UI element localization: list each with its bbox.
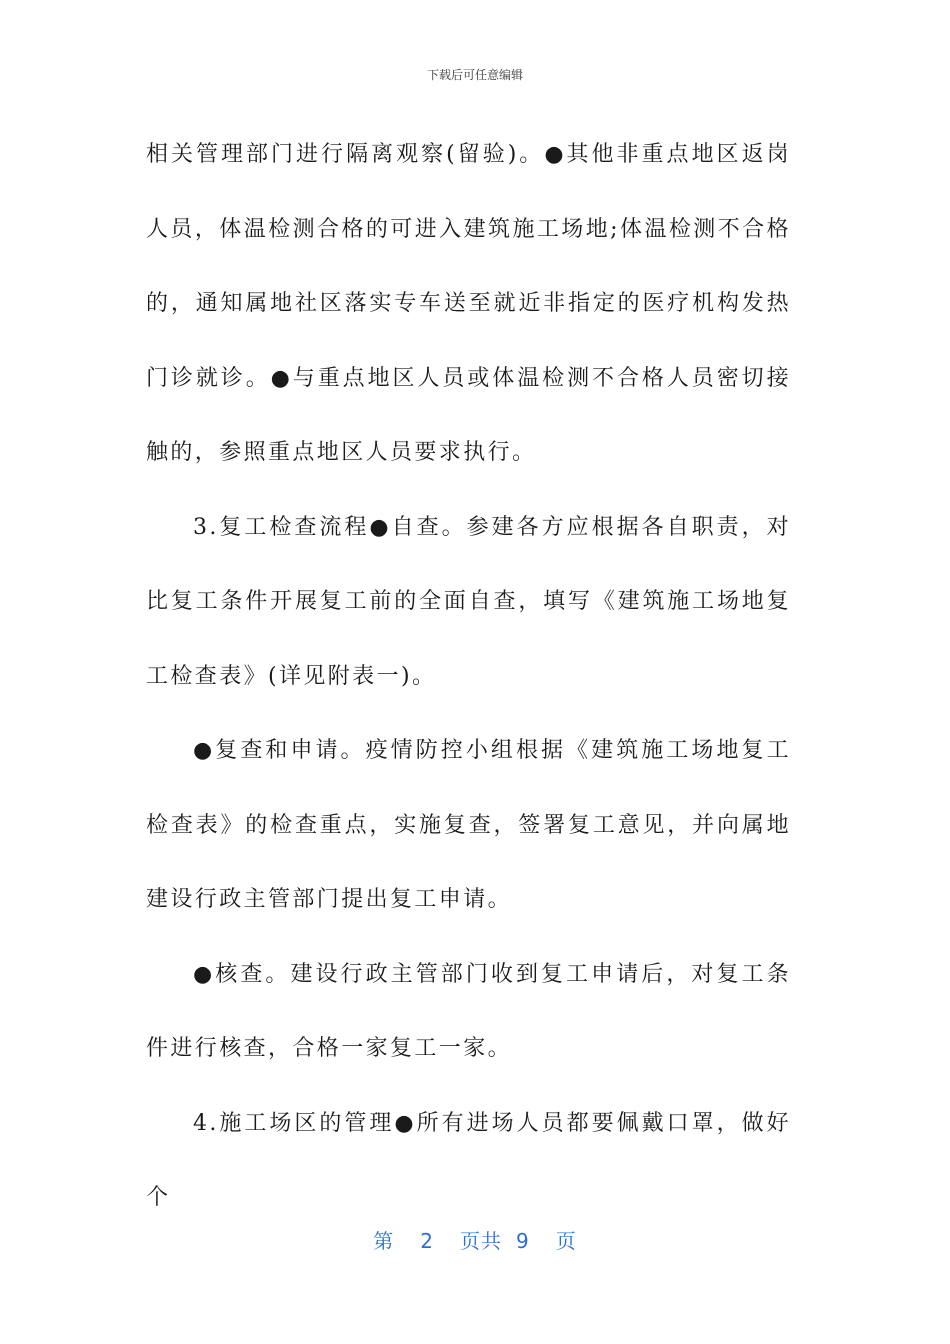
page-label-middle: 页共 — [460, 1229, 502, 1253]
body-paragraph: 4.施工场区的管理●所有进场人员都要佩戴口罩，做好个 — [146, 1110, 791, 1210]
body-paragraph: 相关管理部门进行隔离观察(留验)。●其他非重点地区返岗人员，体温检测合格的可进入建筑施工场地;体温检测不合格的，通知属地社区落实专车送至就近非指定的医疗机构发热门诊就诊。●与重点地区人员或体温检测不合格人员密切接触的，参照重点地区人员要求执行。 — [146, 142, 791, 465]
total-pages-number: 9 — [516, 1229, 530, 1253]
current-page-number: 2 — [420, 1229, 434, 1253]
body-paragraph: ●复查和申请。疫情防控小组根据《建筑施工场地复工检查表》的检查重点，实施复查，签署复工意见，并向属地建设行政主管部门提出复工申请。 — [146, 738, 791, 912]
page-label-prefix: 第 — [373, 1229, 395, 1253]
document-body — [146, 118, 791, 1236]
page-label-suffix: 页 — [555, 1229, 577, 1253]
page-header: 下载后可任意编辑 — [426, 68, 523, 82]
page-footer — [0, 1225, 950, 1254]
body-paragraph: 3.复工检查流程●自查。参建各方应根据各自职责，对比复工条件开展复工前的全面自查，填写《建筑施工场地复工检查表》(详见附表一)。 — [146, 514, 791, 689]
body-paragraph: ●核查。建设行政主管部门收到复工申请后，对复工条件进行核查，合格一家复工一家。 — [146, 961, 791, 1061]
